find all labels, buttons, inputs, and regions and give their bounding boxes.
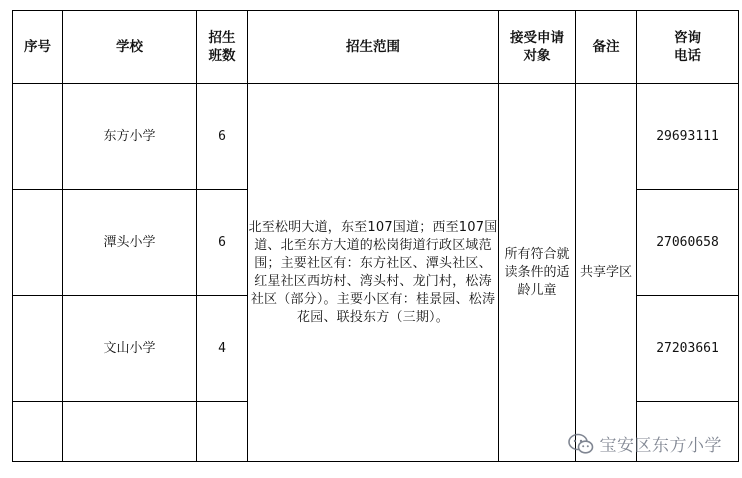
row-school	[63, 402, 197, 462]
table-row	[13, 84, 739, 190]
header-target	[499, 11, 576, 84]
header-phone-line2: 电话	[674, 48, 701, 64]
row-classes	[197, 402, 248, 462]
header-target-line1: 接受申请	[510, 30, 564, 46]
header-classes	[197, 11, 248, 84]
row-phone: 29693111	[637, 84, 739, 190]
header-row	[13, 11, 739, 84]
row-classes: 6	[197, 190, 248, 296]
row-classes: 6	[197, 84, 248, 190]
row-index	[13, 402, 63, 462]
row-index	[13, 190, 63, 296]
row-school: 文山小学	[63, 296, 197, 402]
row-school: 东方小学	[63, 84, 197, 190]
enrollment-table	[12, 10, 739, 462]
header-target-line2: 对象	[523, 48, 551, 64]
applicant-target-cell: 所有符合就读条件的适龄儿童	[499, 84, 576, 462]
header-phone-line1: 咨询	[674, 30, 701, 46]
row-phone: 27203661	[637, 296, 739, 402]
cropped-text-fragment	[150, 0, 200, 6]
header-classes-line1: 招生	[208, 30, 236, 46]
watermark-text: 宝安区东方小学	[599, 436, 722, 456]
header-scope: 招生范围	[248, 11, 499, 84]
row-index	[13, 296, 63, 402]
row-school: 潭头小学	[63, 190, 197, 296]
wechat-icon	[568, 433, 594, 455]
watermark	[568, 431, 723, 456]
row-phone: 27060658	[637, 190, 739, 296]
header-classes-line2: 班数	[208, 48, 236, 64]
remark-cell: 共享学区	[576, 84, 637, 462]
header-index: 序号	[13, 11, 63, 84]
header-school: 学校	[63, 11, 197, 84]
header-remark: 备注	[576, 11, 637, 84]
row-classes: 4	[197, 296, 248, 402]
enrollment-scope-cell: 北至松明大道，东至107国道；西至107国道、北至东方大道的松岗街道行政区域范围；主要社区有：东方社区、潭头社区、红星社区西坊村、湾头村、龙门村，松涛社区（部分）。主要小区有：桂景园、松涛花园、联投东方（三期）。	[248, 84, 499, 462]
row-index	[13, 84, 63, 190]
header-phone	[637, 11, 739, 84]
